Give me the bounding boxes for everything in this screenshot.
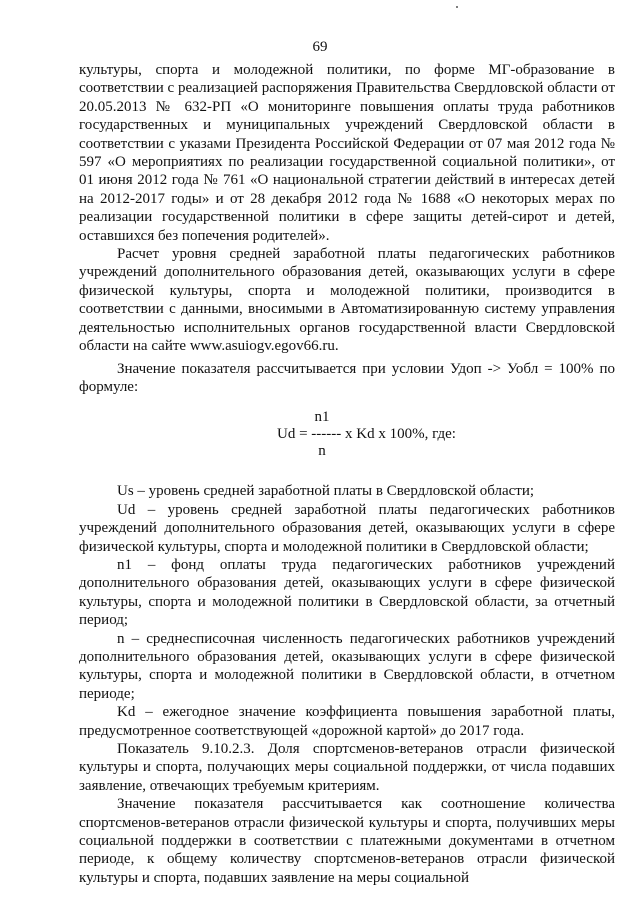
paragraph-formula-intro: Значение показателя рассчитывается при условии Удоп -> Уобл = 100% по формуле: [79,360,615,395]
indicator-heading: Показатель 9.10.2.3. Доля спортсменов-ветеранов отрасли физической культуры и спорта, получающих меры социальной поддержки, от числа подавших заявление, отвечающих требуемым критериям. [79,741,615,794]
document-body [79,61,615,887]
definition-kd: Kd – ежегодное значение коэффициента повышения заработной платы, предусмотренное соответствующей «дорожной картой» до 2017 года. [79,704,615,739]
formula-denominator: n [318,443,326,460]
paragraph-continuation: культуры, спорта и молодежной политики, по форме МГ-образование в соответствии с реализацией распоряжения Правительства Свердловской области от 20.05.2013 № 632-РП «О мониторинге повышения оплаты труда работников государственных и муниципальных учреждений Свердловской области в соответствии с указами Президента Российской Федерации от 07 мая 2012 года № 597 «О мероприятиях по реализации государственной социальной политики», от 01 июня 2012 года № 761 «О национальной стратегии действий в интересах детей на 2012-2017 годы» и от 28 декабря 2012 года № 1688 «О некоторых мерах по реализации государственной политики в сфере защиты детей-сирот и детей, оставшихся без попечения родителей». [79,62,615,244]
definition-ud: Ud – уровень средней заработной платы педагогических работников учреждений дополнительного образования детей, оказывающих услуги в сфере физической культуры, спорта и молодежной политики в Свердловской области; [79,501,615,555]
page-number: 69 [312,39,328,55]
paragraph-calculation-method: Расчет уровня средней заработной платы педагогических работников учреждений дополнительного образования детей, оказывающих услуги в сфере физической культуры, спорта и молодежной политики, производится в соответствии с данными, вносимыми в Автоматизированную систему управления деятельностью исполнительных органов государственной власти Свердловской области на сайте www.asuiogv.egov66.ru. [79,246,615,355]
definition-us: Us – уровень средней заработной платы в Свердловской области; [117,483,535,500]
definition-n1: n1 – фонд оплаты труда педагогических работников учреждений дополнительного образования детей, оказывающих услуги в сфере физической культуры, спорта и молодежной политики в Свердловской области, за отчетный период; [79,556,615,629]
scan-dot-mark [456,6,458,8]
definition-n: n – среднесписочная численность педагогических работников учреждений дополнительного образования детей, оказывающих услуги в сфере физической культуры, спорта и молодежной политики в Свердловской области, в отчетном периоде; [79,630,615,702]
formula-block [79,396,615,460]
formula-numerator: n1 [314,409,330,426]
formula-expression: Ud = ------ x Kd x 100%, где: [277,426,456,443]
paragraph-indicator-calculation: Значение показателя рассчитывается как соотношение количества спортсменов-ветеранов отрасли физической культуры и спорта, получивших меры социальной поддержки в соответствии с платежными документами в отчетном периоде, к общему количеству спортсменов-ветеранов отрасли физической культуры и спорта, подавших заявление на меры социальной [79,796,615,886]
